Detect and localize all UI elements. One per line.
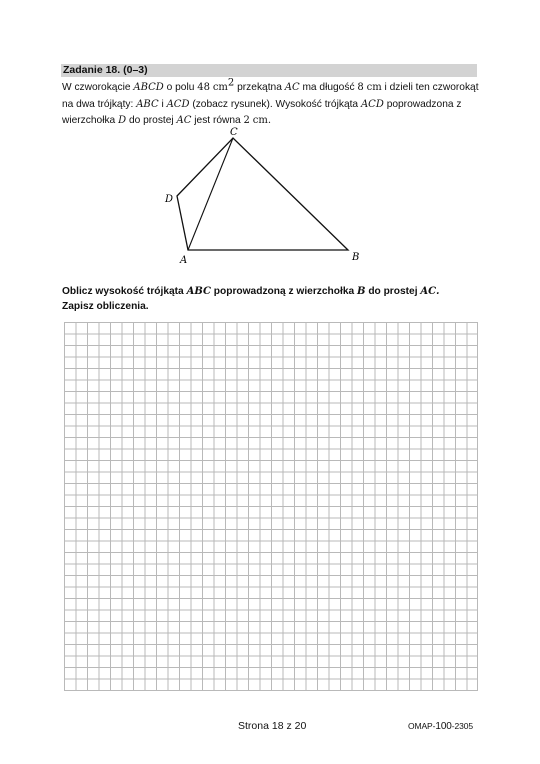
vertex-label-b: B	[352, 252, 360, 263]
task-header: Zadanie 18. (0–3)	[61, 64, 477, 77]
diagonal-ac	[188, 138, 233, 250]
quadrilateral-outline	[177, 138, 348, 250]
question-text: Oblicz wysokość trójkąta ABC poprowadzoną z wierzchołka B do prostej AC. Zapisz obliczenia.	[62, 286, 440, 312]
task-statement: W czworokącie ABCD o polu 48 $cm^2$ przekątna AC ma długość 8 cm i dzieli ten czworokąt na dwa trójkąty: ABC i ACD (zobacz rysunek). Wysokość trójkąta ACD poprowadzona z wierzchołka D do prostej AC jest równa 2 cm.	[62, 77, 479, 126]
vertex-label-c: C	[230, 127, 238, 138]
quadrilateral-figure	[160, 124, 370, 264]
instruction: Zapisz obliczenia.	[62, 301, 149, 312]
math-quadrilateral: ABCD	[133, 82, 164, 93]
exam-code: OMAP-100-2305	[408, 721, 474, 732]
page-number: Strona 18 z 20	[238, 720, 307, 732]
vertex-label-d: D	[165, 194, 174, 205]
vertex-label-a: A	[180, 255, 188, 264]
answer-grid[interactable]	[64, 322, 478, 691]
